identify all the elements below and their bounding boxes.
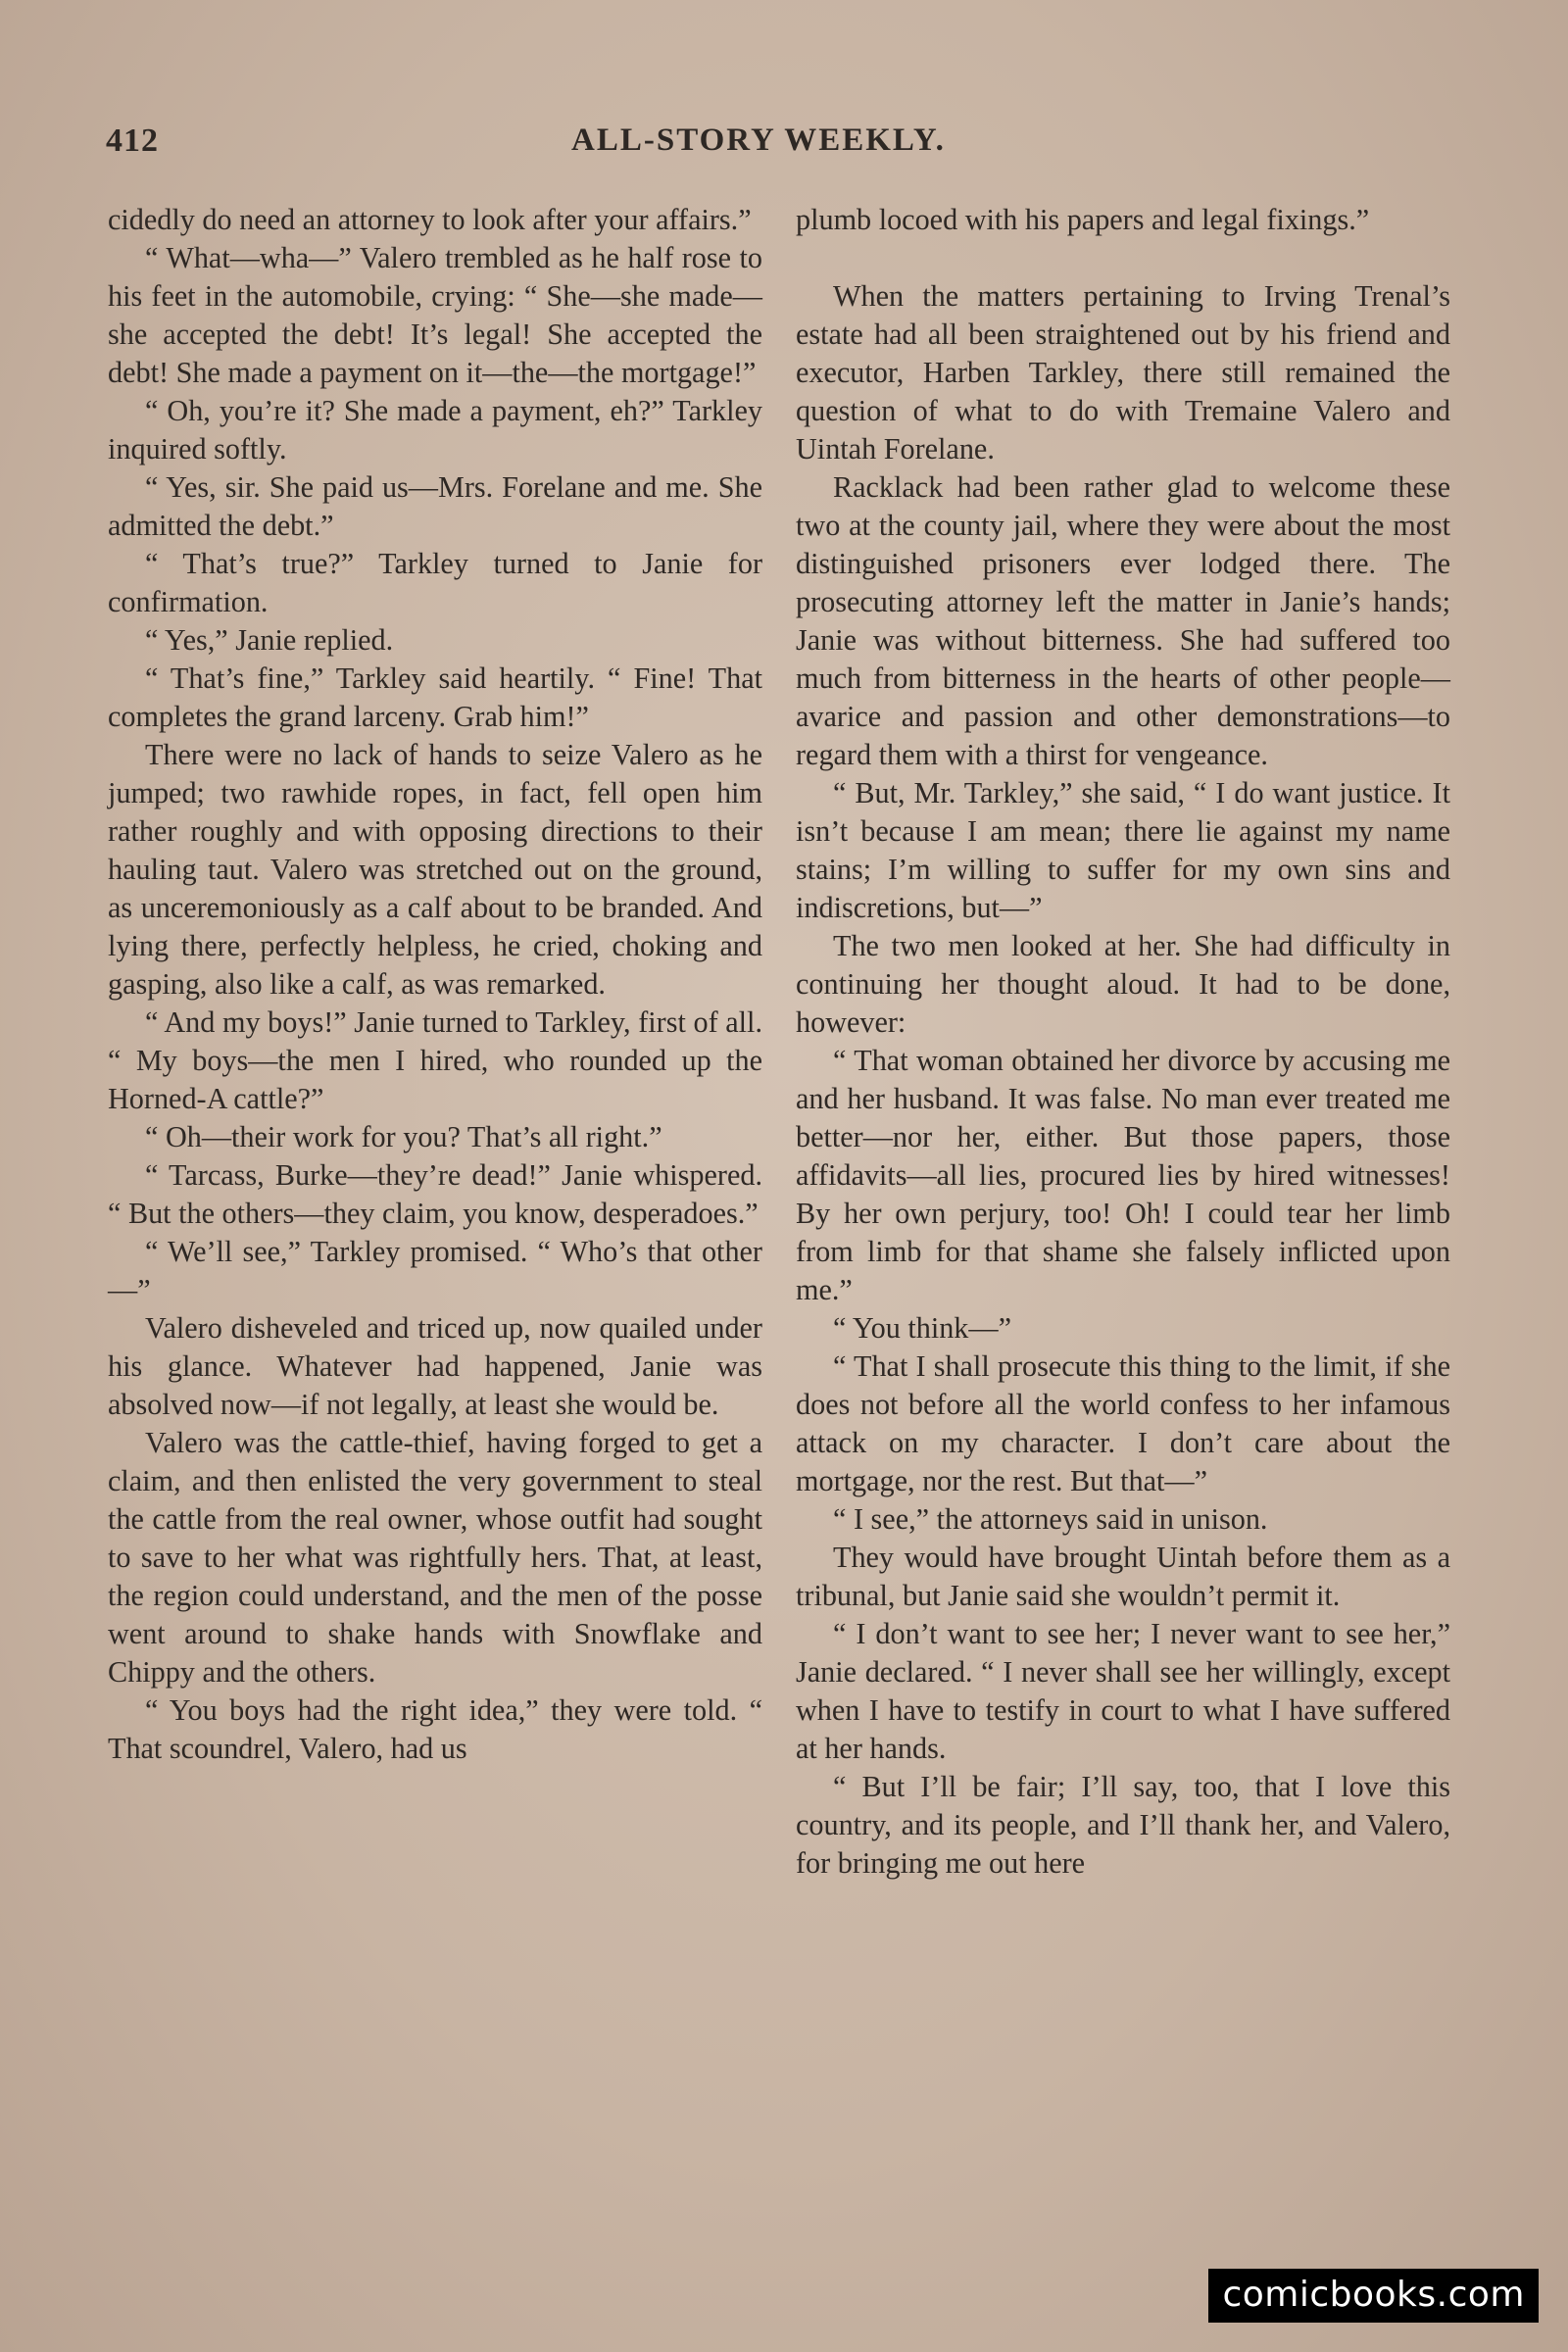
paragraph: “ What—wha—” Valero trembled as he half rose to his feet in the automobile, crying: “ She—she made—she accepted the debt! It’s legal! She accepted the debt! She made a payment on it—the—the mortgage!”	[108, 241, 762, 389]
paragraph: “ Tarcass, Burke—they’re dead!” Janie whispered. “ But the others—they claim, you know, desperadoes.”	[108, 1158, 762, 1230]
paragraph: “ Oh, you’re it? She made a payment, eh?” Tarkley inquired softly.	[108, 394, 762, 466]
paragraph: “ I don’t want to see her; I never want to see her,” Janie declared. “ I never shall see her willingly, except when I have to testify in court to what I have suffered at her hands.	[796, 1617, 1450, 1765]
paragraph: “ That’s fine,” Tarkley said heartily. “ Fine! That completes the grand larceny. Grab him!”	[108, 662, 762, 733]
right-column	[796, 201, 1450, 1883]
left-column	[108, 201, 762, 1768]
paragraph: “ But, Mr. Tarkley,” she said, “ I do want justice. It isn’t because I am mean; there lie against my name stains; I’m willing to suffer for my own sins and indiscretions, but—”	[796, 776, 1450, 924]
paragraph: Racklack had been rather glad to welcome these two at the county jail, where they were about the most distinguished prisoners ever lodged there. The prosecuting attorney left the matter in Janie’s hands; Janie was without bitterness. She had suffered too much from bitterness in the hearts of other people—avarice and passion and other demonstrations—to regard them with a thirst for vengeance.	[796, 470, 1450, 771]
paragraph: “ Oh—their work for you? That’s all right.”	[145, 1120, 662, 1153]
paragraph: “ That I shall prosecute this thing to the limit, if she does not before all the world confess to her infamous attack on my character. I don’t care about the mortgage, nor the rest. But that—”	[796, 1349, 1450, 1497]
paragraph: The two men looked at her. She had difficulty in continuing her thought aloud. It had to be done, however:	[796, 929, 1450, 1039]
paragraph: There were no lack of hands to seize Valero as he jumped; two rawhide ropes, in fact, fell open him rather roughly and with opposing directions to their hauling taut. Valero was stretched out on the ground, as unceremoniously as a calf about to be branded. And lying there, perfectly helpless, he cried, choking and gasping, also like a calf, as was remarked.	[108, 738, 762, 1001]
paragraph: “ That’s true?” Tarkley turned to Janie for confirmation.	[108, 547, 762, 618]
paragraph: When the matters pertaining to Irving Trenal’s estate had all been straightened out by his friend and executor, Harben Tarkley, there still remained the question of what to do with Tremaine Valero and Uintah Forelane.	[796, 279, 1450, 466]
paragraph: “ We’ll see,” Tarkley promised. “ Who’s that other—”	[108, 1235, 762, 1306]
page-number: 412	[106, 122, 159, 159]
paragraph: “ Yes, sir. She paid us—Mrs. Forelane and me. She admitted the debt.”	[108, 470, 762, 542]
paragraph: “ Yes,” Janie replied.	[145, 623, 394, 657]
page-header	[106, 122, 1458, 172]
paragraph: cidedly do need an attorney to look after your affairs.”	[108, 203, 752, 236]
watermark: comicbooks.com	[1208, 2269, 1539, 2323]
running-head: ALL-STORY WEEKLY.	[571, 122, 946, 158]
paragraph: “ You think—”	[833, 1311, 1011, 1345]
paragraph: Valero was the cattle-thief, having forged to get a claim, and then enlisted the very government to steal the cattle from the real owner, whose outfit had sought to save to her what was rightfully hers. That, at least, the region could understand, and the men of the posse went around to shake hands with Snowflake and Chippy and the others.	[108, 1426, 762, 1689]
paragraph: “ I see,” the attorneys said in unison.	[833, 1502, 1268, 1536]
paragraph: plumb locoed with his papers and legal fixings.”	[796, 203, 1370, 236]
paragraph: Valero disheveled and triced up, now quailed under his glance. Whatever had happened, Janie was absolved now—if not legally, at least she would be.	[108, 1311, 762, 1421]
paragraph: “ You boys had the right idea,” they were told. “ That scoundrel, Valero, had us	[108, 1693, 762, 1765]
paragraph: “ And my boys!” Janie turned to Tarkley, first of all. “ My boys—the men I hired, who rounded up the Horned-A cattle?”	[108, 1005, 762, 1115]
paragraph: “ But I’ll be fair; I’ll say, too, that I love this country, and its people, and I’ll thank her, and Valero, for bringing me out here	[796, 1770, 1450, 1880]
paragraph: “ That woman obtained her divorce by accusing me and her husband. It was false. No man ever treated me better—nor her, either. But those papers, those affidavits—all lies, procured lies by hired witnesses! By her own perjury, too! Oh! I could tear her limb from limb for that shame she falsely inflicted upon me.”	[796, 1044, 1450, 1306]
paragraph: They would have brought Uintah before them as a tribunal, but Janie said she wouldn’t permit it.	[796, 1541, 1450, 1612]
